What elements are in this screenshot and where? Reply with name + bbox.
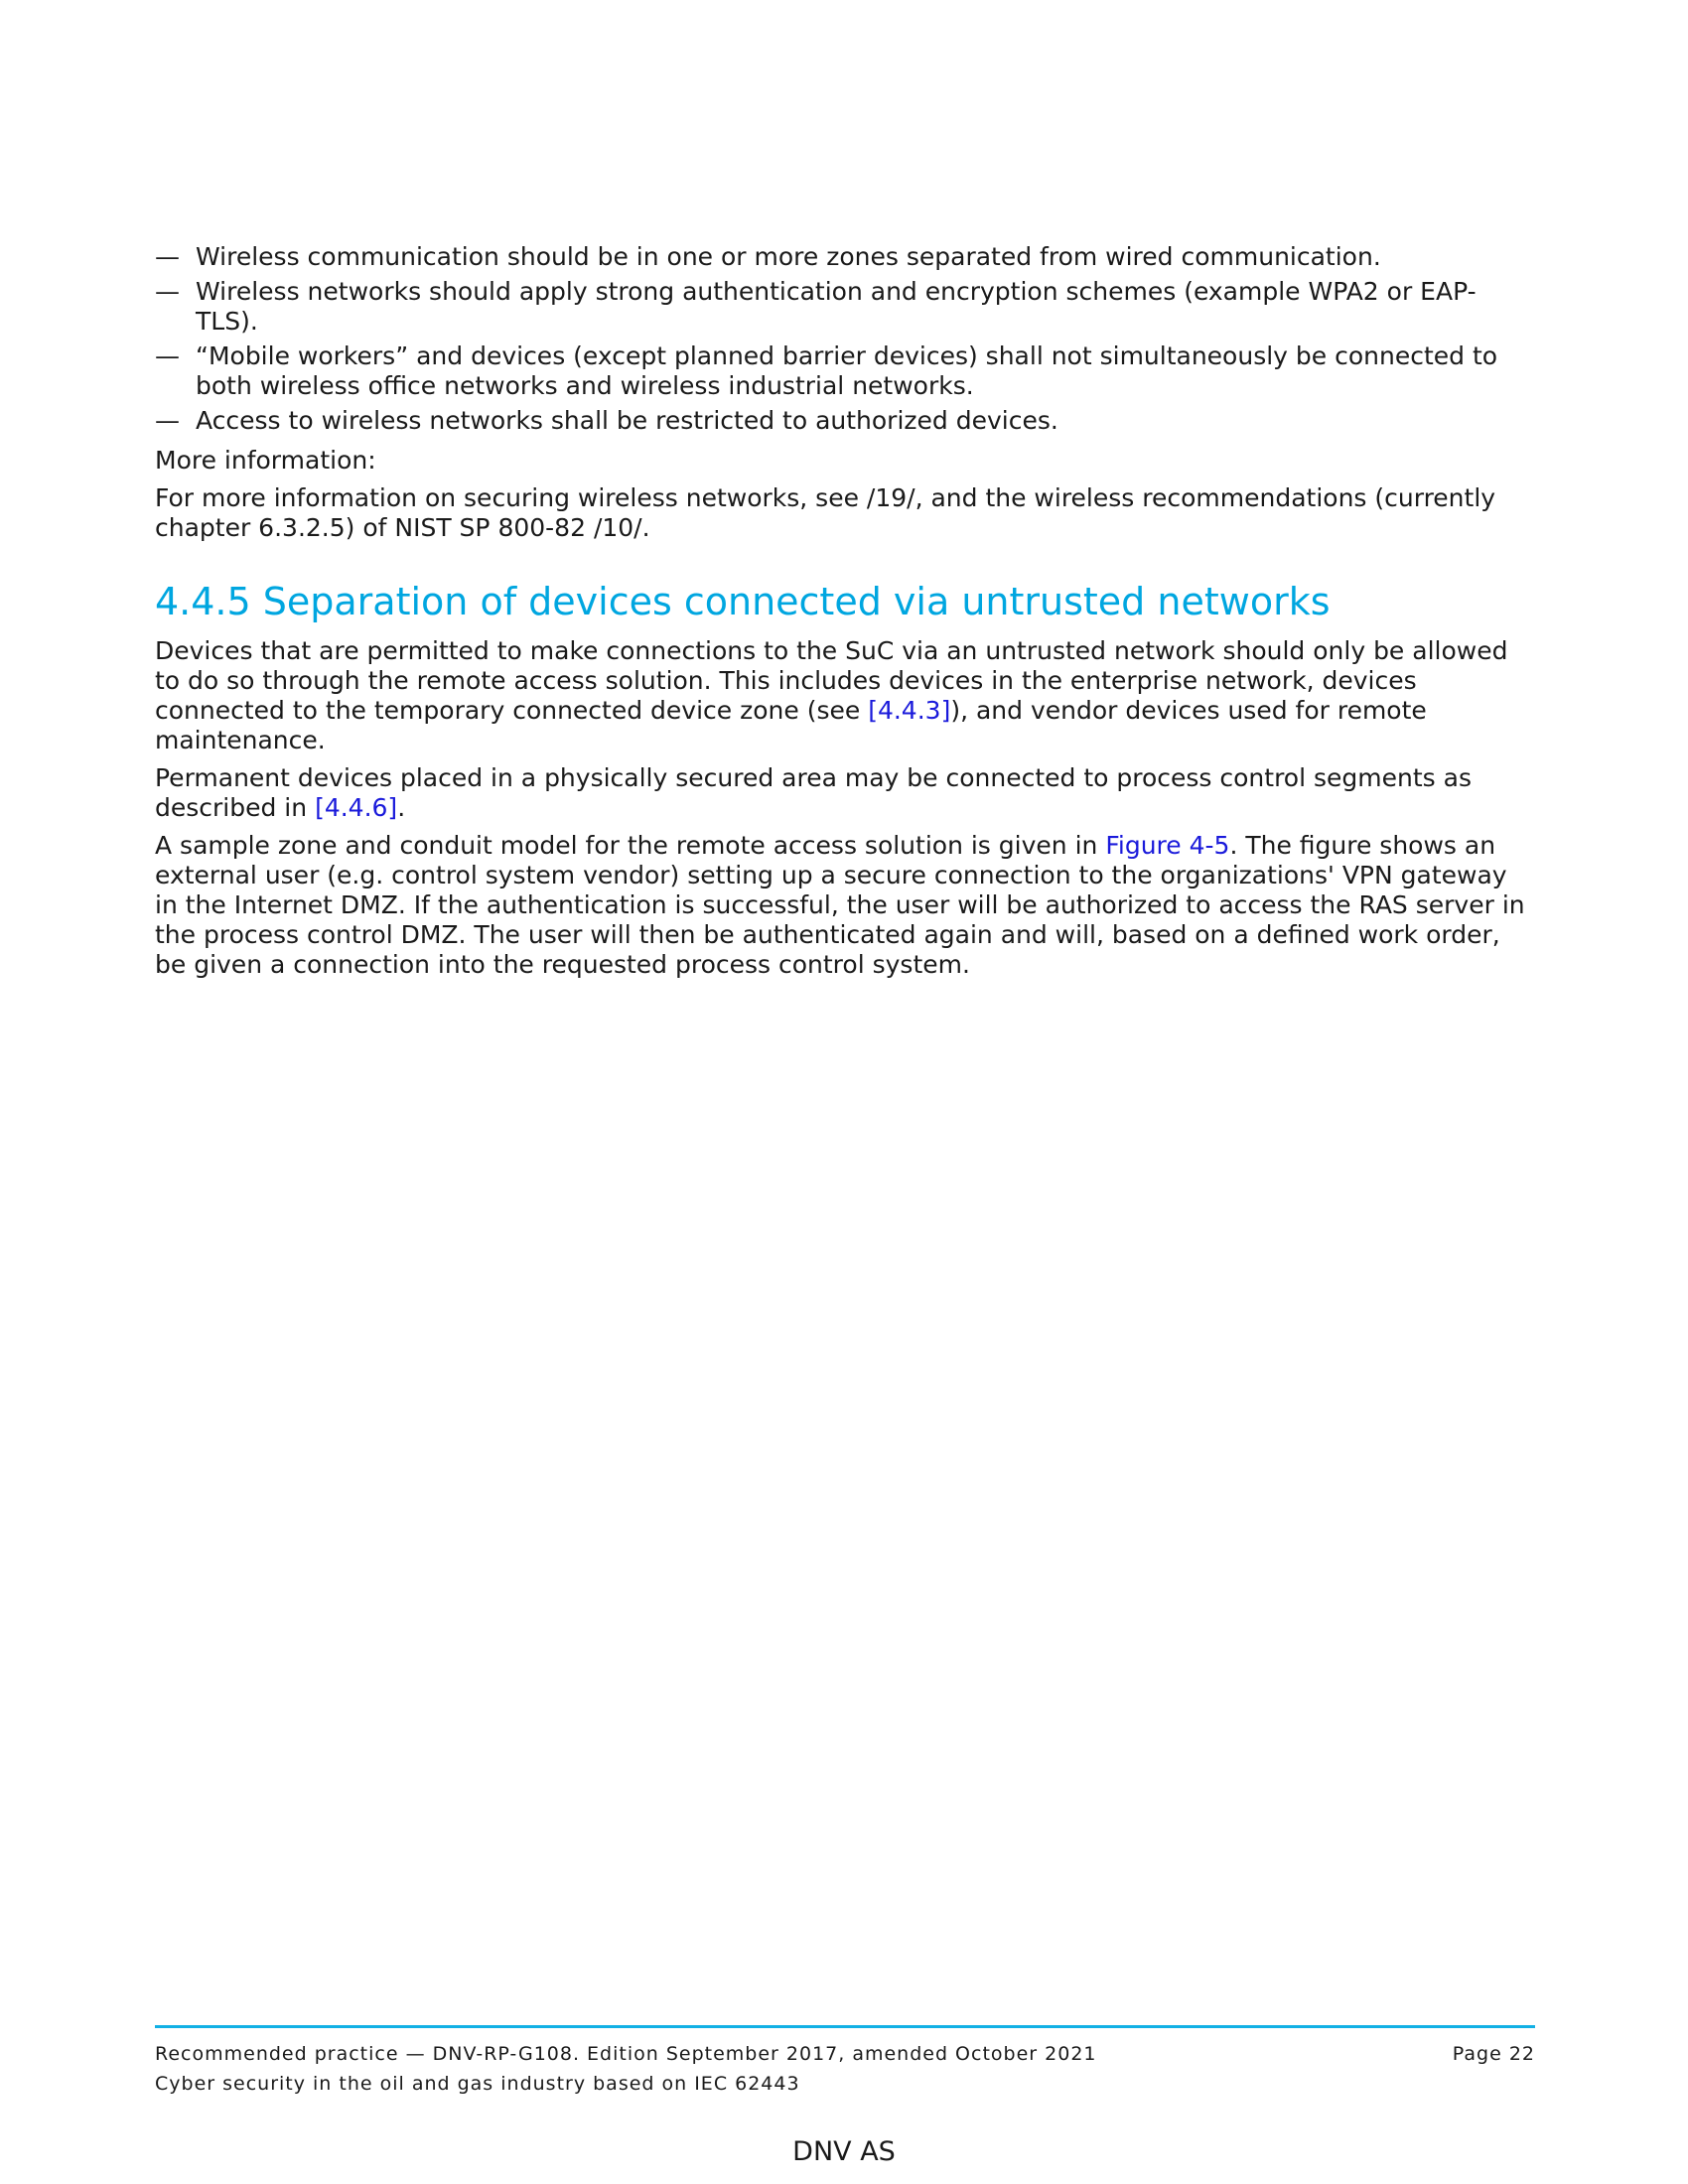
- footer-subtitle: Cyber security in the oil and gas industry based on IEC 62443: [155, 2073, 800, 2095]
- dash-marker: —: [155, 406, 180, 435]
- dash-marker: —: [155, 242, 180, 271]
- list-item-text: Access to wireless networks shall be restricted to authorized devices.: [196, 406, 1058, 435]
- section-paragraph-3: [155, 831, 1535, 980]
- paragraph-text: ), and vendor devices used for remote maintenance.: [155, 696, 1427, 754]
- footer-divider: [155, 2025, 1535, 2028]
- paragraph-text: .: [397, 793, 406, 822]
- section-heading: 4.4.5 Separation of devices connected via untrusted networks: [155, 580, 1331, 623]
- list-item: [155, 242, 1535, 272]
- page-footer: [155, 2039, 1535, 2099]
- list-item-text: Wireless networks should apply strong authentication and encryption schemes (example WPA2 or EAP-TLS).: [196, 277, 1477, 336]
- main-content: [155, 242, 1535, 988]
- list-item: [155, 341, 1535, 401]
- more-info-text: For more information on securing wireless networks, see /19/, and the wireless recommendations (currently chapter 6.3.2.5) of NIST SP 800-82 /10/.: [155, 483, 1496, 542]
- section-paragraph-2: [155, 763, 1535, 823]
- section-paragraph-1: [155, 636, 1535, 755]
- more-info-label: More information:: [155, 446, 376, 475]
- paragraph-text: . The figure shows an external user (e.g. control system vendor) setting up a secure connection to the organizations' VPN gateway in the Internet DMZ. If the authentication is successful, the user will be authorized to access the RAS server in the process control DMZ. The user will then be authenticated again and will, based on a defined work order, be given a connection into the requested process control system.: [155, 831, 1525, 979]
- dash-marker: —: [155, 341, 180, 370]
- footer-document-title: Recommended practice — DNV-RP-G108. Edition September 2017, amended October 2021: [155, 2043, 1097, 2065]
- list-item-text: Wireless communication should be in one or more zones separated from wired communication.: [196, 242, 1381, 271]
- list-item: [155, 406, 1535, 436]
- xref-link-4-4-6[interactable]: [4.4.6]: [315, 793, 398, 822]
- paragraph-text: A sample zone and conduit model for the remote access solution is given in: [155, 831, 1106, 860]
- bullet-list: [155, 242, 1535, 436]
- footer-row: [155, 2039, 1535, 2069]
- company-name: DNV AS: [792, 2136, 896, 2167]
- paragraph-text: Devices that are permitted to make connections to the SuC via an untrusted network should only be allowed to do so through the remote access solution. This includes devices in the enterprise network, devices connected to the temporary connected device zone (see: [155, 636, 1508, 725]
- list-item-text: “Mobile workers” and devices (except planned barrier devices) shall not simultaneously be connected to both wireless office networks and wireless industrial networks.: [196, 341, 1498, 400]
- figure-link-4-5[interactable]: Figure 4-5: [1105, 831, 1230, 860]
- list-item: [155, 277, 1535, 337]
- xref-link-4-4-3[interactable]: [4.4.3]: [868, 696, 951, 725]
- paragraph-text: Permanent devices placed in a physically secured area may be connected to process control segments as described in: [155, 763, 1472, 822]
- dash-marker: —: [155, 277, 180, 306]
- page-number: Page 22: [1452, 2043, 1535, 2065]
